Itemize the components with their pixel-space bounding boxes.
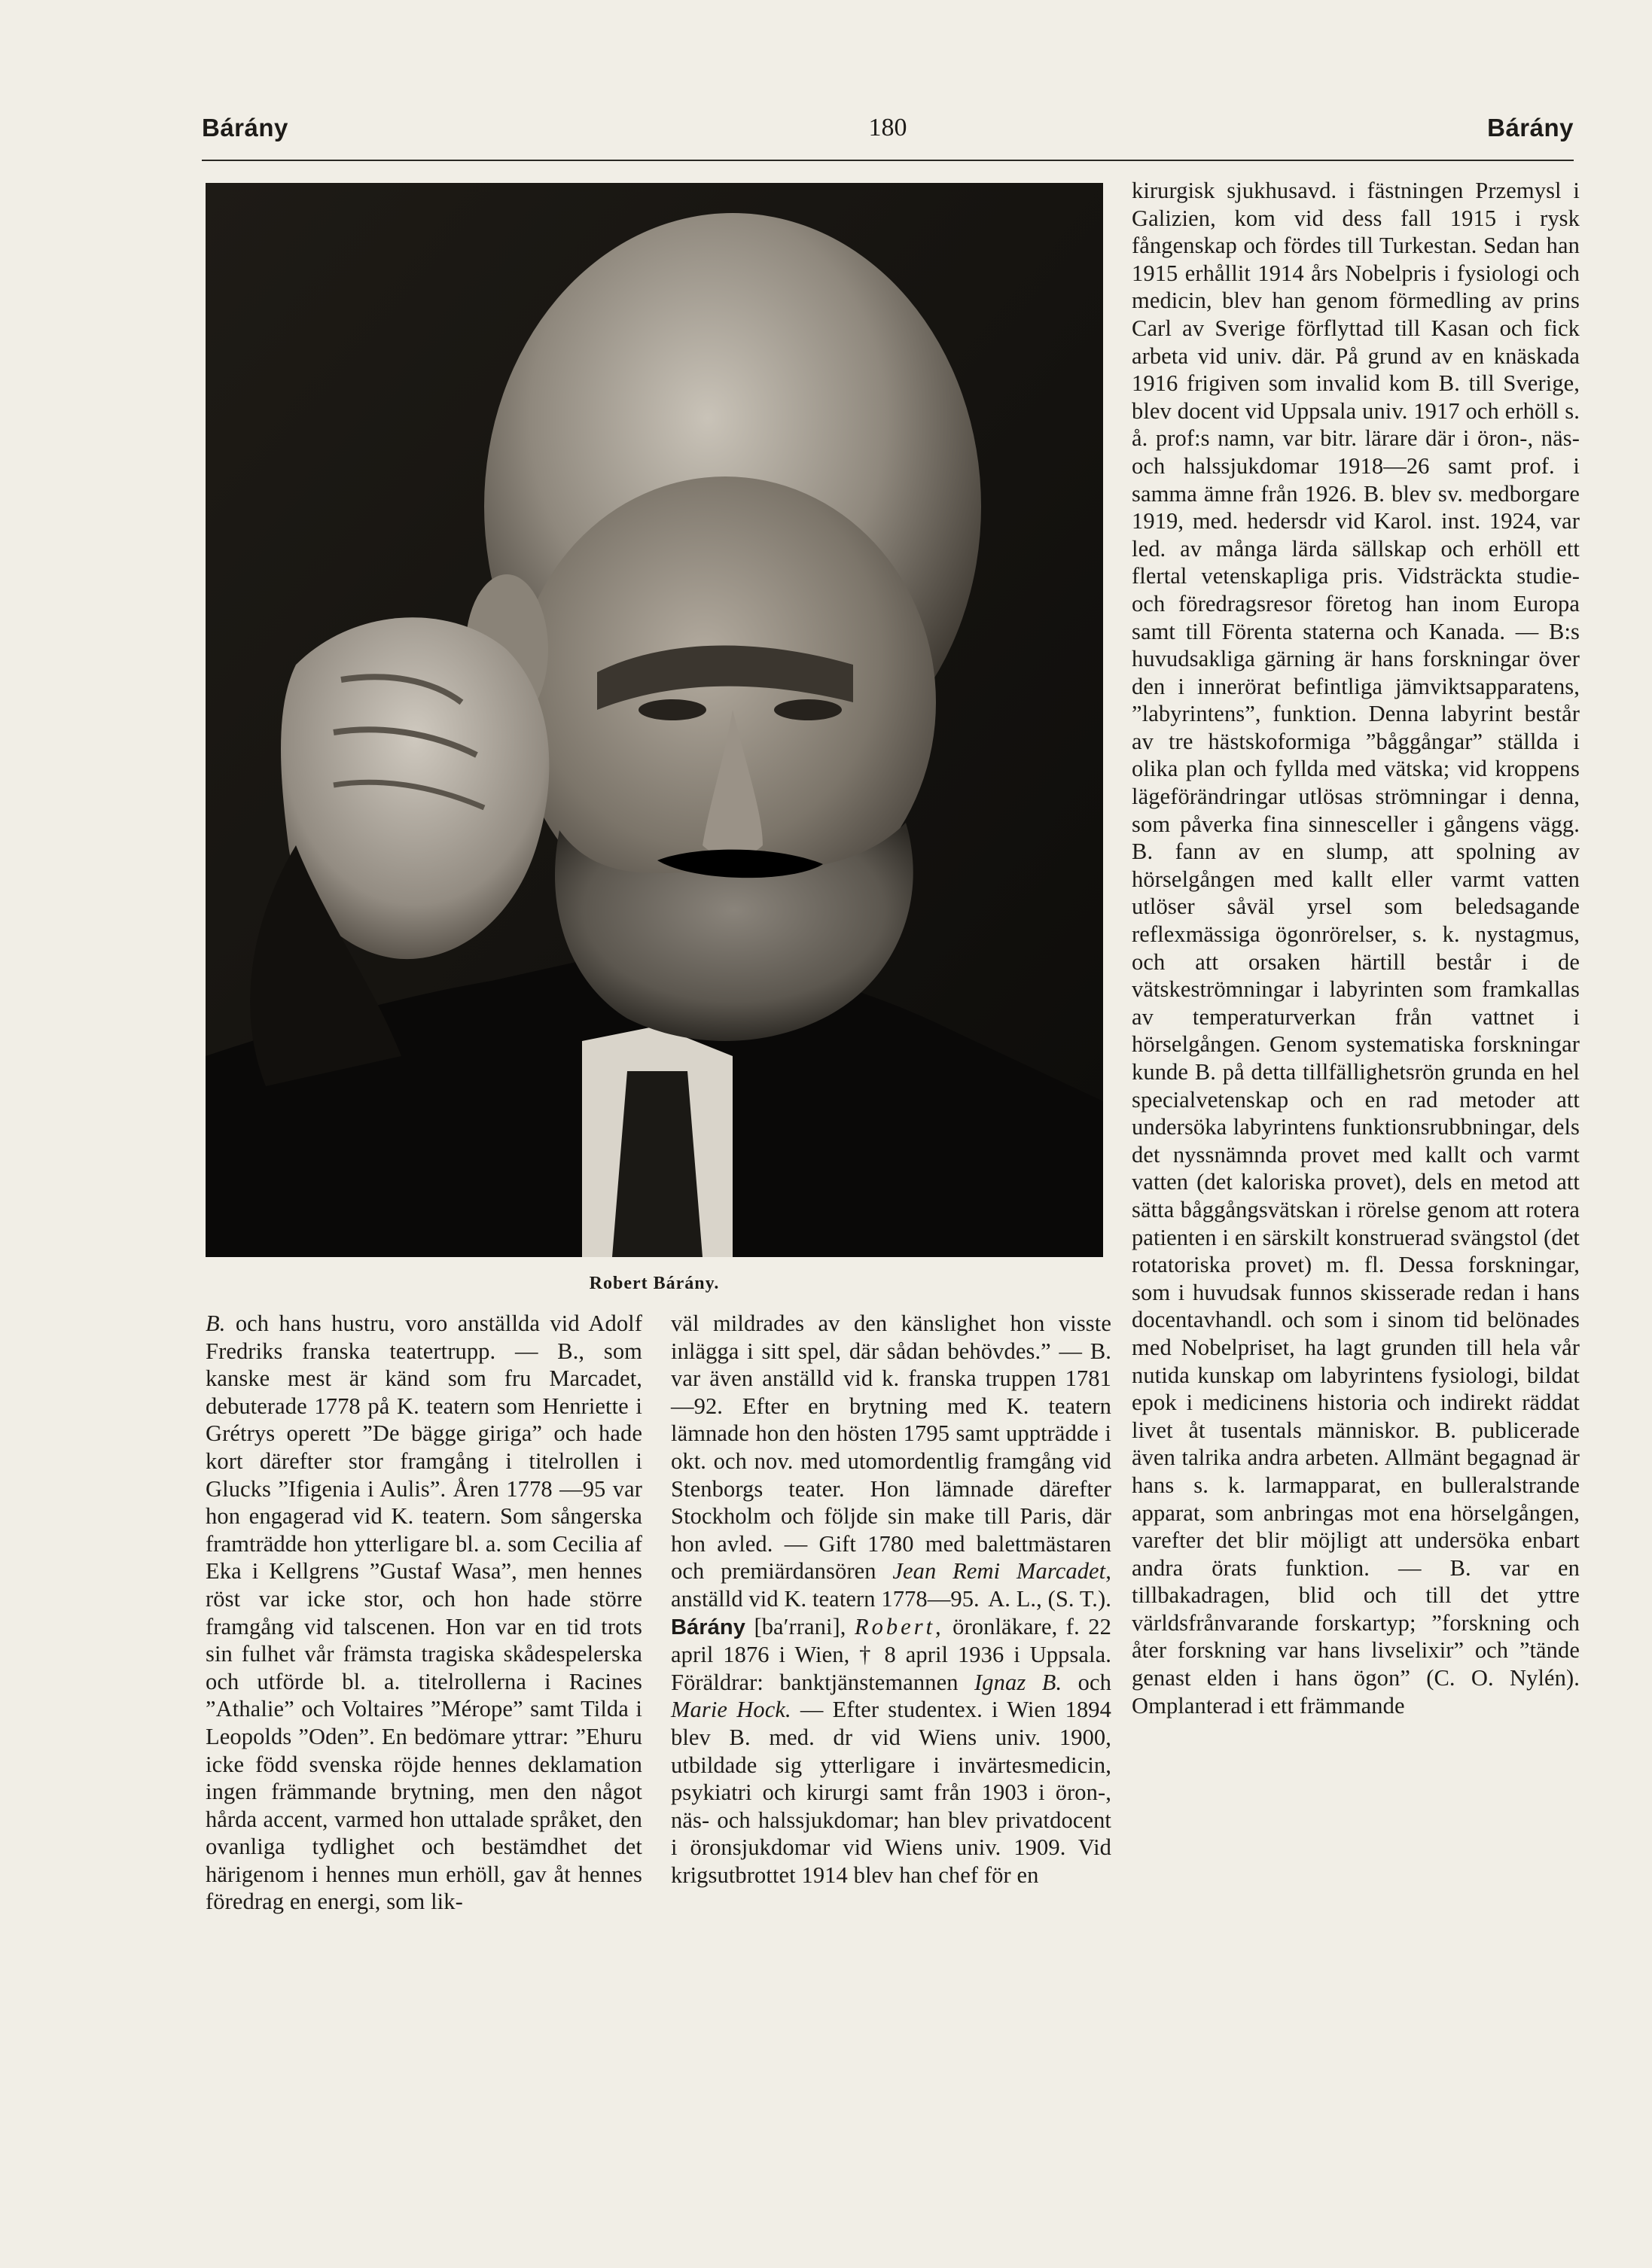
- column-left: [206, 1310, 642, 1916]
- article-paragraph: [671, 1310, 1111, 1613]
- spaced-given-name: Robert,: [855, 1613, 944, 1639]
- column-right: [1132, 177, 1580, 1719]
- article-entry-barany: [671, 1613, 1111, 1889]
- paragraph-text: [ba′rrani],: [745, 1613, 855, 1639]
- portrait-illustration: [206, 183, 1103, 1257]
- paragraph-text: och hans hustru, voro anställda vid Adolf Fredriks franska teatertrupp. — B., som kanske mest är känd som fru Marcadet, debuterade 1778 på K. teatern som Henriette i Grétrys operett ”De bägge giriga” och hade kort därefter stor framgång i titelrollen i Glucks ”Ifigenia i Aulis”. Åren 1778 —95 var hon engagerad vid K. teatern. Som sångerska framträdde hon ytterligare bl. a. som Cecilia af Eka i Kellgrens ”Gustaf Wasa”, men hennes röst var icke stor, och hon hade större framgång vid talscenen. Hon var en tid trots sin fulhet vår främsta tragiska skådespelerska och utförde bl. a. titelrollerna i Racines ”Athalie” och Voltaires ”Mérope” samt Tilda i Leopolds ”Oden”. En bedömare yttrar: ”Ehuru icke född svenska röjde hennes deklamation ingen främmande brytning, men den något hårda accent, varmed hon uttalade språket, den ovanliga tydlighet och bestämdhet det härigenom i hennes mun erhöll, gav åt hennes föredrag en energi, som lik-: [206, 1311, 642, 1915]
- article-paragraph: kirurgisk sjukhusavd. i fästningen Przemysl i Galizien, kom vid dess fall 1915 i rysk fångenskap och fördes till Turkestan. Sedan han 1915 erhållit 1914 års Nobelpris i fysiologi och medicin, blev han genom förmedling av prins Carl av Sverige förflyttad till Kasan och fick arbeta vid univ. där. På grund av en knäskada 1916 frigiven som invalid kom B. till Sverige, blev docent vid Uppsala univ. 1917 och erhöll s. å. prof:s namn, var bitr. lärare där i öron-, näs- och halssjukdomar 1918—26 samt prof. i samma ämne från 1926. B. blev sv. medborgare 1919, med. hedersdr vid Karol. inst. 1924, var led. av många lärda sällskap och erhöll ett flertal vetenskapliga pris. Vidsträckta studie- och föredragsresor företog han inom Europa samt till Förenta staterna och Kanada. — B:s huvudsakliga gärning är hans forskningar över den i innerörat befintliga jämviktsapparatens, ”labyrintens”, funktion. Denna labyrint består av tre hästskoformiga ”båggångar” ställda i olika plan och fyllda med vätska; vid kroppens lägeförändringar utlösas strömningar i denna, som påverka fina sinnesceller i gångens vägg. B. fann av en slump, att spolning av hörselgången med kallt eller varmt vatten utlöser såväl yrsel som beledsagande reflexmässiga ögonrörelser, s. k. nystagmus, och att orsaken härtill består i de vätskeströmningar i labyrinten som framkallas av temperaturverkan från vattnet i hörselgången. Genom systematiska forskningar kunde B. på detta tillfällighetsrön grunda en hel specialvetenskap och en rad metoder att undersöka labyrintens funktionsrubbningar, dels det nyssnämnda provet med kallt och varmt vatten (det kaloriska provet), dels en metod att sätta båggångsvätskan i rörelse genom att rotera patienten i en särskilt konstruerad svängstol (det rotatoriska provet) m. fl. Dessa forskningar, som i huvudsak funnos skisserade redan i hans docentavhandl. och som i sinom tid belönades med Nobelpriset, ha lagt grunden till hela vår nutida kunskap om labyrintens fysiologi, bildat epok i medicinens historia och indirekt räddat livet åt tusentals människor. B. publicerade även talrika andra arbeten. Allmänt begagnad är hans s. k. larmapparat, en bulleralstrande apparat, som anbringas mot ena hörselgången, varefter det blir möjligt att undersöka enbart andra örats funktion. — B. var en tillbakadragen, blid och till det yttre världsfrånvarande forskartyp; ”forskning och åter forskning var hans livselixir” och ”tände genast elden i hans ögon” (C. O. Nylén). Omplanterad i ett främmande: [1132, 178, 1580, 1719]
- paragraph-text: öronläkare, f. 22 april 1876 i Wien, † 8 april 1936 i Uppsala. Föräldrar: banktjänstemannen: [671, 1613, 1111, 1695]
- italic-text: Jean Remi Marcadet,: [892, 1558, 1111, 1585]
- author-signature: A. L., (S. T.).: [988, 1585, 1111, 1612]
- entry-headword: Bárány: [671, 1615, 745, 1639]
- italic-text: Ignaz B.: [974, 1669, 1062, 1695]
- paragraph-text: och: [1062, 1669, 1111, 1695]
- paragraph-text: väl mildrades av den känslighet hon visste inlägga i sitt spel, där sådan behövdes.” — B. var även anställd vid k. franska truppen 1781—92. Efter en brytning med K. teatern lämnade hon den hösten 1795 samt uppträdde i okt. och nov. med utomordentlig framgång vid Stenborgs teater. Hon lämnade därefter Stockholm och följde sin make till Paris, där hon avled. — Gift 1780 med balettmästaren och premiärdansören: [671, 1311, 1111, 1585]
- page-number: 180: [868, 114, 907, 142]
- header-rule: [202, 160, 1574, 161]
- paragraph-text: anställd vid K. teatern 1778—95.: [671, 1585, 980, 1612]
- header-right-keyword: Bárány: [1487, 114, 1574, 142]
- photo-caption: Robert Bárány.: [589, 1274, 720, 1293]
- paragraph-text: — Efter studentex. i Wien 1894 blev B. med. dr vid Wiens univ. 1900, utbildade sig ytterligare i invärtesmedicin, psykiatri och kirurgi samt från 1903 i öron-, näs- och halssjukdomar; han blev privatdocent i öronsjukdomar vid Wiens univ. 1909. Vid krigsutbrottet 1914 blev han chef för en: [671, 1697, 1111, 1888]
- italic-text: Marie Hock.: [671, 1697, 791, 1723]
- column-middle: [671, 1310, 1111, 1889]
- header-left-keyword: Bárány: [202, 114, 288, 142]
- italic-text: B.: [206, 1311, 226, 1336]
- running-header: [202, 113, 1574, 158]
- article-paragraph: [206, 1310, 642, 1916]
- portrait-photo: [206, 183, 1103, 1257]
